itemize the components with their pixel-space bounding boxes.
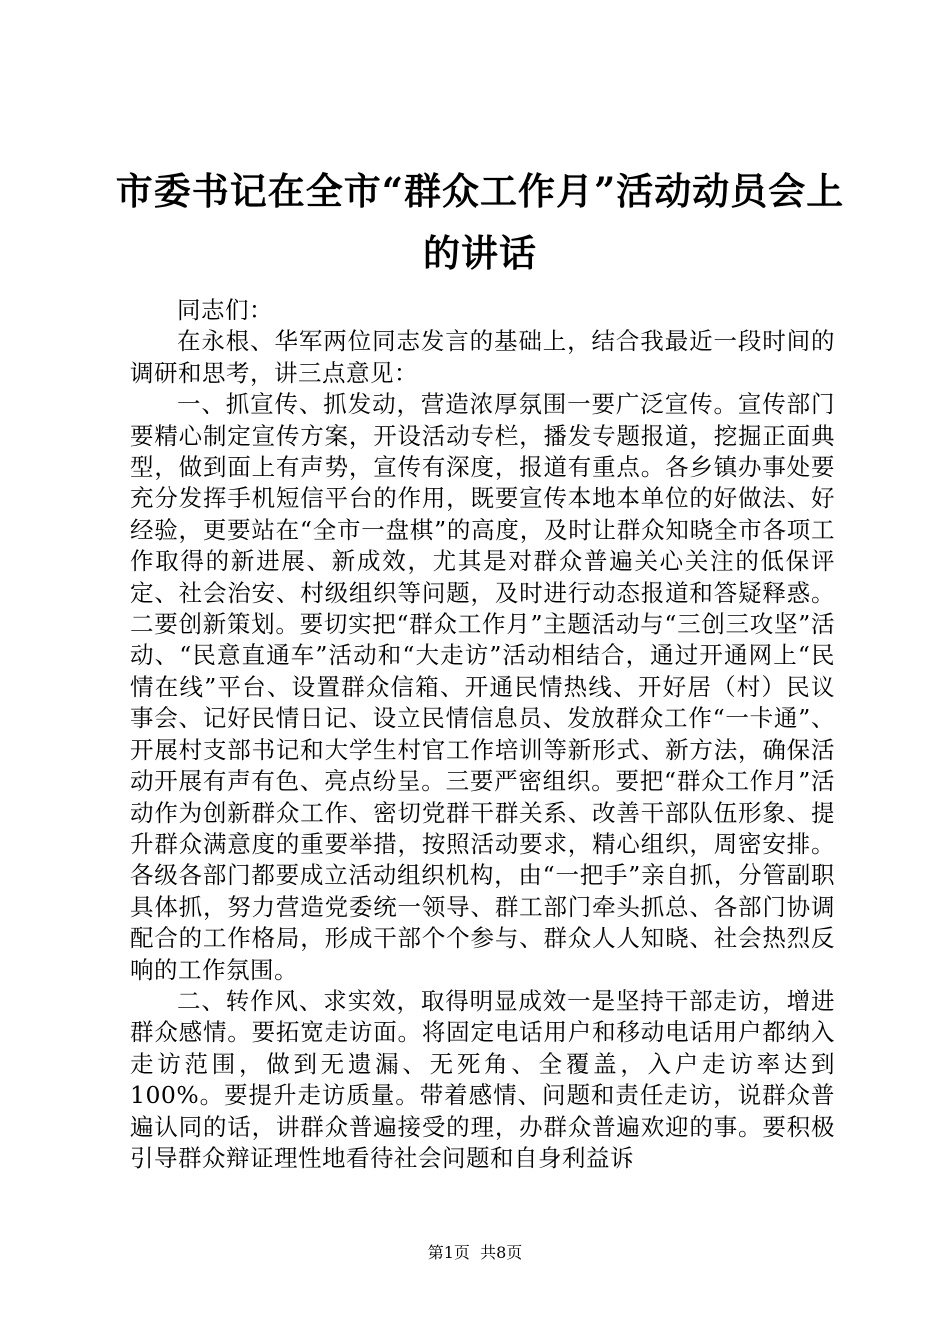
section-one-paragraph: 一、抓宣传、抓发动，营造浓厚氛围一要广泛宣传。宣传部门要精心制定宣传方案，开设活动专栏，播发专题报道，挖掘正面典型，做到面上有声势，宣传有深度，报道有重点。各乡镇办事处要充分发挥手机短信平台的作用，既要宣传本地本单位的好做法、好经验，更要站在“全市一盘棋”的高度，及时让群众知晓全市各项工作取得的新进展、新成效，尤其是对群众普遍关心关注的低保评定、社会治安、村级组织等问题，及时进行动态报道和答疑释惑。二要创新策划。要切实把“群众工作月”主题活动与“三创三攻坚”活动、“民意直通车”活动和“大走访”活动相结合，通过开通网上“民情在线”平台、设置群众信箱、开通民情热线、开好居（村）民议事会、记好民情日记、设立民情信息员、发放群众工作“一卡通”、开展村支部书记和大学生村官工作培训等新形式、新方法，确保活动开展有声有色、亮点纷呈。三要严密组织。要把“群众工作月”活动作为创新群众工作、密切党群干群关系、改善干部队伍形象、提升群众满意度的重要举措，按照活动要求，精心组织，周密安排。各级各部门都要成立活动组织机构，由“一把手”亲自抓，分管副职具体抓，努力营造党委统一领导、群工部门牵头抓总、各部门协调配合的工作格局，形成干部个个参与、群众人人知晓、社会热烈反响的工作氛围。 [130,390,835,984]
salutation-paragraph: 同志们： [177,296,273,324]
page-total: 共8页 [480,1243,523,1262]
intro-paragraph: 在永根、华军两位同志发言的基础上，结合我最近一段时间的调研和思考，讲三点意见： [130,327,835,387]
section-two-paragraph: 二、转作风、求实效，取得明显成效一是坚持干部走访，增进群众感情。要拓宽走访面。将固定电话用户和移动电话用户都纳入走访范围，做到无遗漏、无死角、全覆盖，入户走访率达到100%。要提升走访质量。带着感情、问题和责任走访，说群众普遍认同的话，讲群众普遍接受的理，办群众普遍欢迎的事。要积极引导群众辩证理性地看待社会问题和自身利益诉 [130,986,835,1172]
page-number: 第1页 [427,1243,470,1262]
document-title: 市委书记在全市“群众工作月”活动动员会上的讲话 [115,169,845,275]
document-body [130,295,835,1174]
page-footer [0,1242,950,1264]
